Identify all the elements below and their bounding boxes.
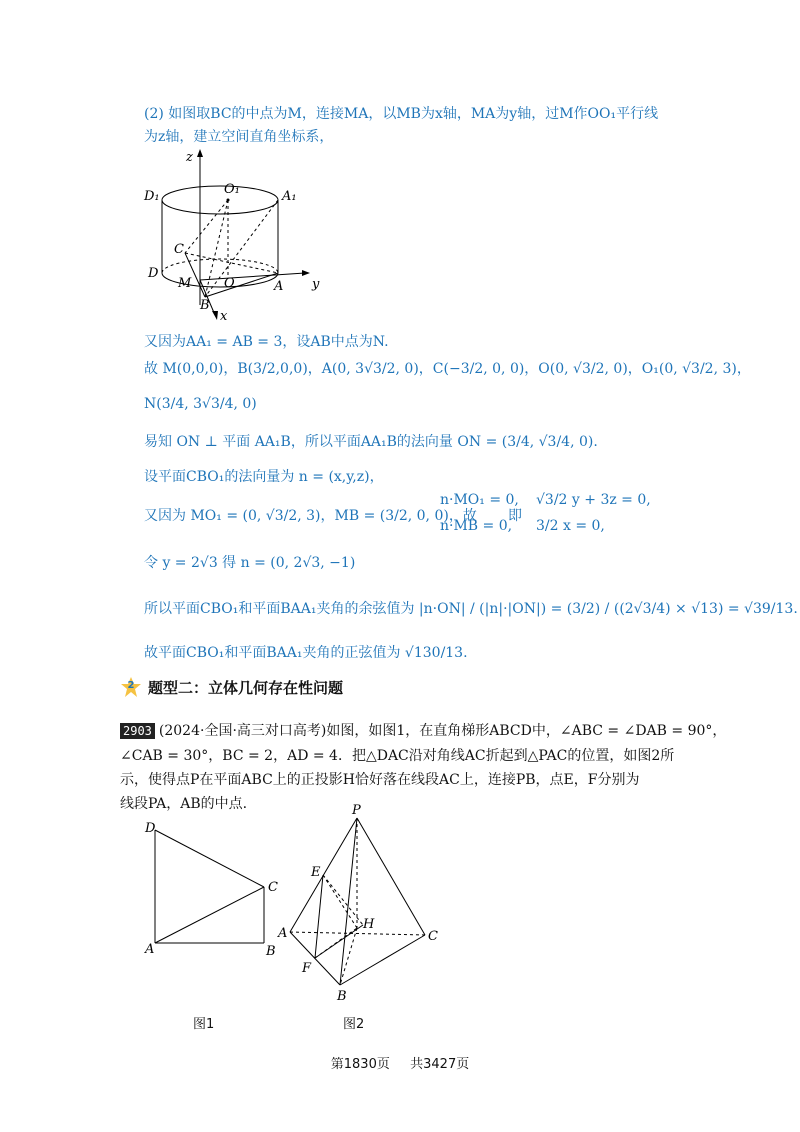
question-line-3: 示，使得点P在平面ABC上的正投影H恰好落在线段AC上，连接PB，点E，F分别为 [120, 772, 640, 788]
solution-line-2: 为z轴，建立空间直角坐标系， [144, 129, 334, 145]
fig2-label-C: C [428, 929, 438, 944]
fig1-label-C: C [268, 880, 278, 895]
label-M: M [178, 276, 192, 291]
label-O1: O₁ [224, 182, 240, 197]
figure-1-trapezoid [140, 815, 290, 965]
system-eq-3: √3/2 y + 3z = 0, [536, 492, 651, 508]
question-line-4: 线段PA，AB的中点. [120, 796, 248, 812]
section-title: 题型二：立体几何存在性问题 [148, 678, 344, 697]
fig2-label-F: F [302, 961, 312, 976]
system-eq-1: n·MO₁ = 0, [440, 492, 519, 508]
label-D1: D₁ [144, 189, 160, 204]
fig2-label-A: A [278, 926, 288, 941]
section-header [120, 676, 343, 698]
figure-2-pyramid [275, 800, 450, 1005]
fig2-label-E: E [311, 865, 321, 880]
solution-line-4: 故 M(0,0,0)，B(3/2,0,0)，A(0, 3√3/2, 0)，C(−3/2, 0, 0)，O(0, √3/2, 0)，O₁(0, √3/2, 3)， [144, 361, 751, 377]
page-total: 共3427页 [410, 1057, 470, 1072]
fig2-label-P: P [352, 803, 361, 818]
label-A: A [274, 279, 284, 294]
axis-x-label: x [220, 309, 228, 324]
label-A1: A₁ [282, 189, 297, 204]
question-number: 2903 [120, 723, 155, 739]
star-badge-icon: 2 [120, 676, 142, 698]
label-D: D [148, 266, 159, 281]
solution-line-3: 又因为AA₁ = AB = 3，设AB中点为N. [144, 334, 389, 350]
solution-line-6: 易知 ON ⊥ 平面 AA₁B，所以平面AA₁B的法向量 ON = (3/4, √3/4, 0). [144, 434, 598, 450]
label-O: O [224, 276, 235, 291]
axis-y-label: y [312, 277, 320, 292]
system-eq-4: 3/2 x = 0, [536, 518, 605, 534]
fig2-label-H: H [363, 917, 375, 932]
label-B: B [200, 298, 210, 313]
solution-line-5: N(3/4, 3√3/4, 0) [144, 396, 257, 412]
fig1-label-A: A [145, 942, 155, 957]
fig1-label-B: B [266, 944, 276, 959]
question-line-1: 2903 (2024·全国·高三对口高考)如图，如图1，在直角梯形ABCD中，∠ABC = ∠DAB = 90°， [120, 720, 726, 740]
question-line-2: ∠CAB = 30°，BC = 2，AD = 4．把△DAC沿对角线AC折起到△PAC的位置，如图2所 [120, 748, 675, 764]
label-C: C [174, 242, 184, 257]
solution-line-11: 故平面CBO₁和平面BAA₁夹角的正弦值为 √130/13. [144, 645, 468, 661]
solution-line-7: 设平面CBO₁的法向量为 n = (x,y,z)， [144, 469, 384, 485]
cylinder-figure [140, 145, 330, 325]
figure-1-caption: 图1 [193, 1017, 215, 1032]
solution-line-1: (2) 如图取BC的中点为M，连接MA，以MB为x轴，MA为y轴，过M作OO₁平行线 [144, 106, 659, 122]
solution-line-8a: 又因为 MO₁ = (0, √3/2, 3)，MB = (3/2, 0, 0)，故 [144, 508, 477, 524]
figure-2-caption: 图2 [343, 1017, 365, 1032]
fig2-label-B: B [337, 989, 347, 1004]
solution-line-8c: 即 [508, 508, 522, 524]
solution-line-9: 令 y = 2√3 得 n = (0, 2√3, −1) [144, 555, 356, 571]
fig1-label-D: D [145, 821, 156, 836]
page-number: 第1830页 [330, 1057, 390, 1072]
solution-line-10: 所以平面CBO₁和平面BAA₁夹角的余弦值为 |n·ON| / (|n|·|ON|) = (3/2) / ((2√3/4) × √13) = √39/13. [144, 601, 798, 617]
axis-z-label: z [186, 150, 193, 165]
system-eq-2: n·MB = 0, [440, 518, 513, 534]
page-footer [0, 1053, 800, 1072]
